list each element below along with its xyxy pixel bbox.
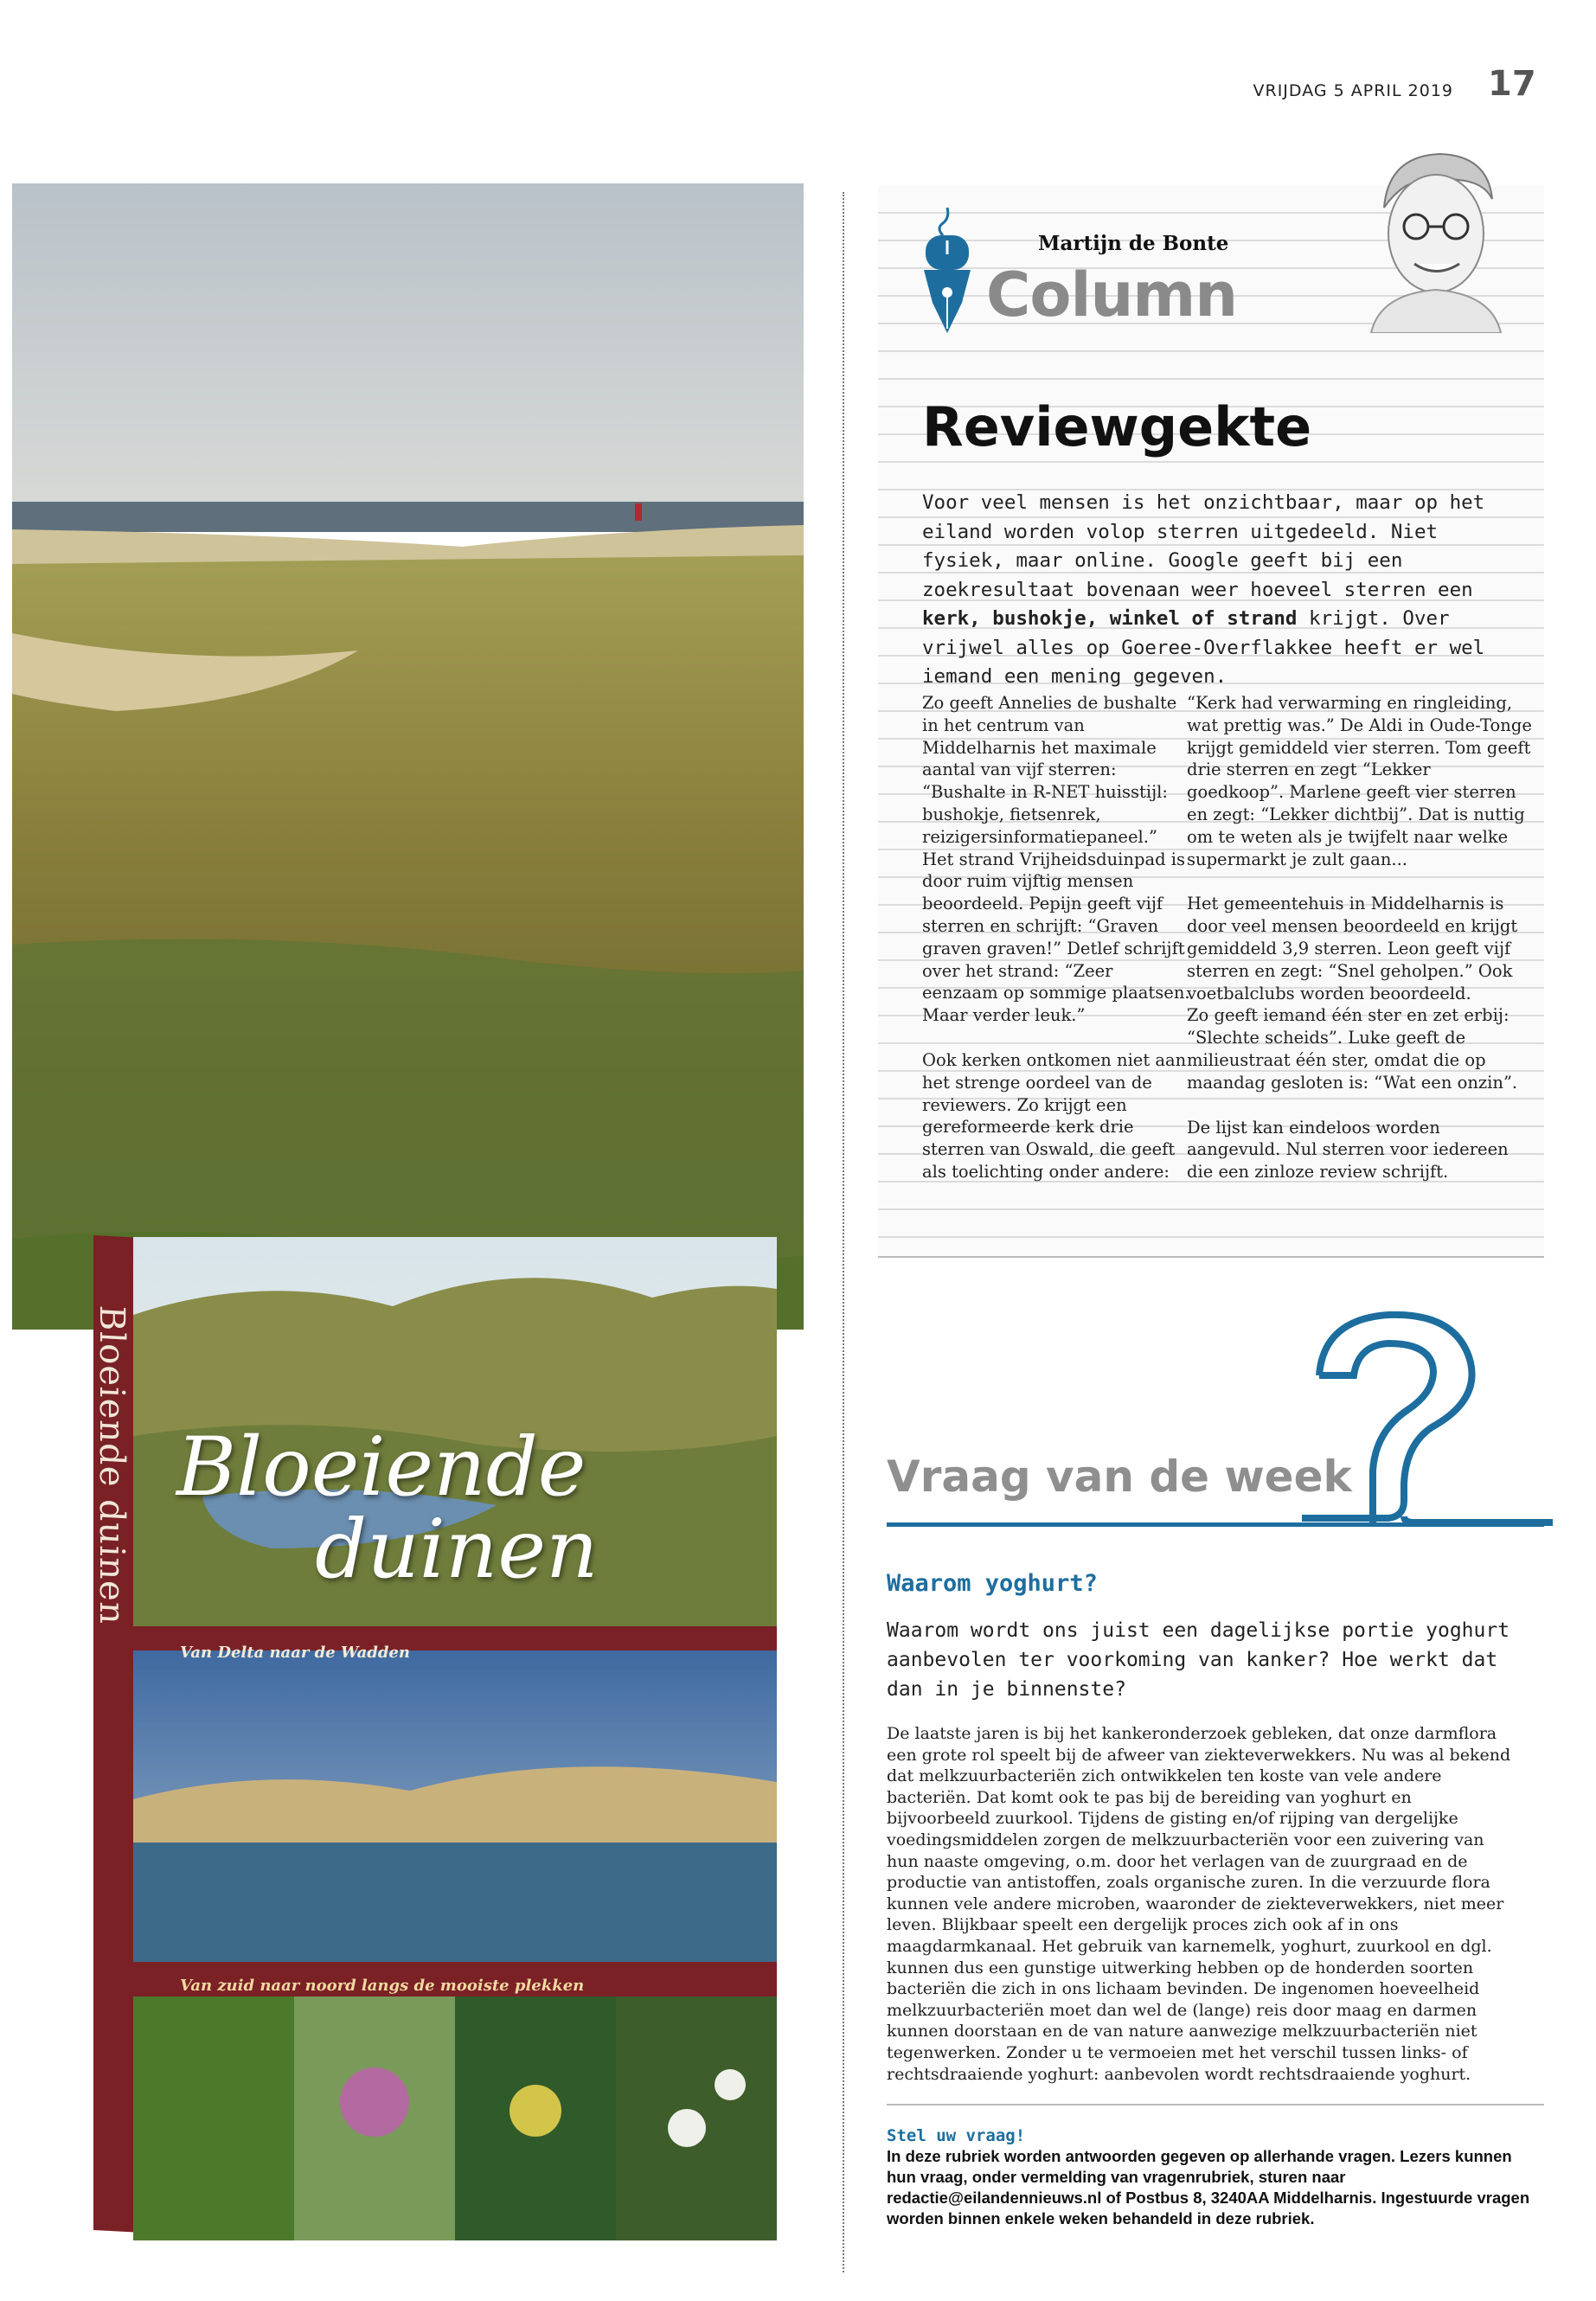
column-headline: Reviewgekte [922,395,1312,458]
book-title-line2: duinen [315,1503,599,1597]
column-body-right [1187,692,1533,1206]
body-paragraph: Ook kerken ontkomen niet aan het strenge oordeel van de reviewers. Zo krijgt een gereformeerde kerk drie sterren van Oswald, die geeft als toelichting onder andere: [922,1049,1187,1182]
page-number: 17 [1488,64,1536,104]
fountain-pen-mouse-icon [917,208,977,337]
book-subtitle-2: Van zuid naar noord langs de mooiste plekken [180,1977,585,1995]
body-paragraph: “Kerk had verwarming en ringleiding, wat prettig was.” De Aldi in Oude-Tonge krijgt gemiddeld vier sterren. Tom geeft drie sterren en zegt “Lekker goedkoop”. Marlene geeft vier sterren en zegt: “Lekker dichtbij”. Dat is nuttig om te weten als je twijfelt naar welke supermarkt je zult gaan... [1187,693,1532,869]
book-subtitle-1: Van Delta naar de Wadden [180,1644,410,1662]
issue-date: VRIJDAG 5 APRIL 2019 [1253,81,1453,100]
section-divider [878,1256,1544,1258]
ask-question-text: In deze rubriek worden antwoorden gegeven op allerhande vragen. Lezers kunnen hun vraag, onder vermelding van vragenrubriek, sturen naar redactie@eilandennieuws.nl of Postbus 8, 3240AA Middelharnis. Ingestuurde vragen worden binnen enkele weken behandeld in deze rubriek. [887,2147,1530,2227]
book-title-line1: Bloeiende [176,1420,586,1515]
vraag-underline [887,1522,1544,1527]
vraag-answer-text: De laatste jaren is bij het kankeronderzoek gebleken, dat onze darmflora een grote rol speelt bij de afweer van ziekteverwekkers. Nu was al bekend dat melkzuurbacteriën zich ontwikkelen ten koste van vele andere bacteriën. Dat komt ook te pas bij de bereiding van yoghurt en bijvoorbeeld zuurkool. Tijdens de gisting en/of rijping van dergelijke voedingsmiddelen zorgen de melkzuurbacteriën voor een zuivering van hun naaste omgeving, o.m. door het verlagen van de zuurgraad en de productie van antistoffen, zoals organische zuren. In die verzuurde flora kunnen vele andere microben, waaronder de ziekteverwekkers, niet meer leven. Blijkbaar speelt een dergelijk proces zich ook af in ons maagdarmkanaal. Het gebruik van karnemelk, yoghurt, zuurkool en dgl. kunnen dus een gunstige uitwerking hebben op de honderden soorten bacteriën die zich in ons lichaam bevinden. De ingenomen hoeveelheid melkzuurbacteriën moet dan wel de (lange) reis door maag en darmen kunnen doorstaan en de van nature aanwezige melkzuurbacteriën niet tegenwerken. Zonder u te vermoeien met het verschil tussen links- of rechtsdraaiende yoghurt: aanbevolen wordt rechtsdraaiende yoghurt. [887,1724,1511,2084]
book-cover [133,1237,777,2240]
vraag-question-title: Waarom yoghurt? [887,1570,1098,1597]
book-spine-title: Bloeiende duinen [92,1304,131,1626]
book-cover-image [93,1220,777,2245]
vraag-section-title: Vraag van de week [887,1452,1352,1502]
body-paragraph: Het gemeentehuis in Middelharnis is door veel mensen beoordeeld en krijgt gemiddeld 3,9 sterren. Leon geeft vijf sterren en zegt: “Snel geholpen.” Ook voetbalclubs worden beoordeeld. [1187,894,1518,1003]
vraag-question-text: Waarom wordt ons juist een dagelijkse portie yoghurt aanbevolen ter voorkoming van kanker? Hoe werkt dat dan in je binnenste? [887,1619,1510,1701]
column-author: Martijn de Bonte [1038,232,1229,255]
dune-landscape-photo [12,183,804,1330]
author-portrait [1345,147,1518,333]
question-mark-icon [1302,1302,1553,1544]
intro-text-bold: kerk, bushokje, winkel of strand [922,607,1298,630]
section-divider [887,2104,1544,2106]
intro-text-2: krijgt. Over vrijwel alles op Goeree-Overflakkee heeft er wel iemand een mening gegeven. [922,607,1485,688]
body-paragraph: De lijst kan eindeloos worden aangevuld. Nul sterren voor iedereen die een zinloze review schrijft. [1187,1117,1509,1183]
column-divider [843,192,844,2272]
body-paragraph: Zo geeft iemand één ster en zet erbij: “Slechte scheids”. Luke geeft de milieustraat één ster, omdat die op maandag gesloten is: “Wat een onzin”. [1187,1005,1518,1093]
column-body-left [922,692,1190,1206]
ask-question-title: Stel uw vraag! [887,2126,1026,2145]
column-label: Column [986,260,1238,330]
body-paragraph: Zo geeft Annelies de bushalte in het centrum van Middelharnis het maximale aantal van vijf sterren: “Bushalte in R-NET huisstijl: bushokje, fietsenrek, reizigersinformatiepaneel.” Het strand Vrijheidsduinpad is door ruim vijftig mensen beoordeeld. Pepijn geeft vijf sterren en schrijft: “Graven graven graven!” Detlef schrijft over het strand: “Zeer eenzaam op sommige plaatsen. Maar verder leuk.” [922,693,1190,1026]
intro-text-1: Voor veel mensen is het onzichtbaar, maar op het eiland worden volop sterren uitgedeeld. Niet fysiek, maar online. Google geeft bij een zoekresultaat bovenaan weer hoeveel sterren een [922,491,1485,601]
book-spine [93,1235,133,2232]
column-intro [922,489,1510,692]
